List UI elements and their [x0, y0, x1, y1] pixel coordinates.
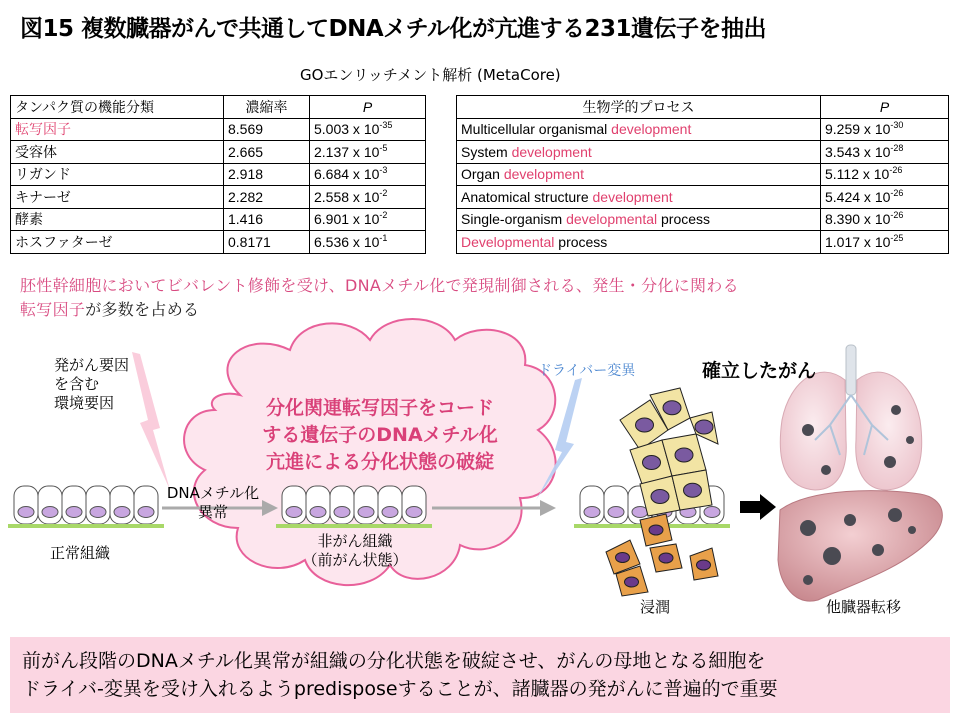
cell-nucleus — [66, 507, 82, 518]
header-category: タンパク質の機能分類 — [11, 96, 224, 119]
basement-membrane — [8, 524, 164, 528]
epithelial-cell — [14, 486, 38, 524]
cell-nucleus — [286, 507, 302, 518]
header-ratio: 濃縮率 — [224, 96, 310, 119]
p-exponent: -1 — [379, 232, 388, 243]
p-base: 2.137 x 10 — [314, 143, 380, 160]
process-highlight: Developmental — [461, 233, 555, 250]
p-base: 6.536 x 10 — [314, 233, 380, 250]
p-exponent: -26 — [890, 187, 904, 198]
env-factor-line-2: を含む — [54, 375, 100, 393]
process-pre: Multicellular organismal — [461, 121, 612, 138]
ratio-cell: 1.416 — [224, 208, 310, 231]
env-factor-label — [54, 356, 129, 413]
p-base: 8.390 x 10 — [825, 211, 891, 228]
process-highlight: development — [511, 143, 592, 160]
conclusion-line-1: 前がん段階のDNAメチル化異常が組織の分化状態を破綻させ、がんの母地となる細胞を — [22, 650, 766, 672]
cell-nucleus — [584, 507, 600, 518]
cell-nucleus — [114, 507, 130, 518]
process-post: process — [657, 211, 711, 228]
tumor-nucleus — [643, 456, 661, 470]
env-factor-line-3: 環境要因 — [54, 394, 115, 412]
tumor-nucleus — [695, 420, 713, 434]
cell-nucleus — [90, 507, 106, 518]
epithelial-cell — [110, 486, 134, 524]
process-pre: System — [461, 143, 512, 160]
p-exponent: -28 — [890, 142, 904, 153]
epithelial-cell — [62, 486, 86, 524]
category-cell: 受容体 — [11, 141, 224, 164]
p-exponent: -30 — [890, 120, 904, 131]
cell-nucleus — [42, 507, 58, 518]
invasive-nucleus — [616, 553, 630, 563]
header-p: P — [310, 96, 426, 119]
tumor-nucleus — [684, 483, 702, 497]
invasive-nucleus — [659, 553, 673, 563]
tumor-nucleus — [651, 490, 669, 504]
conclusion-box — [10, 637, 950, 713]
tumor-nucleus — [663, 401, 681, 415]
p-exponent: -35 — [379, 120, 393, 131]
noncancer-line-2: （前がん状態） — [302, 551, 408, 569]
epithelial-cell — [402, 486, 426, 524]
ratio-cell: 2.918 — [224, 163, 310, 186]
p-exponent: -26 — [890, 210, 904, 221]
p-exponent: -2 — [379, 187, 388, 198]
cloud-text — [220, 395, 540, 476]
invasive-nucleus — [649, 525, 663, 535]
p-base: 6.901 x 10 — [314, 211, 380, 228]
process-highlight: development — [503, 166, 584, 183]
summary-highlight: 転写因子 — [20, 300, 86, 319]
cloud-text-line-2: する遺伝子のDNAメチル化 — [262, 424, 498, 446]
dna-methylation-label — [160, 484, 266, 522]
category-cell: 転写因子 — [11, 118, 224, 141]
p-base: 2.558 x 10 — [314, 188, 380, 205]
invasive-nucleus — [697, 560, 711, 570]
invasive-nucleus — [625, 577, 639, 587]
env-lightning-icon — [132, 352, 170, 490]
cell-nucleus — [18, 507, 34, 518]
p-exponent: -2 — [379, 210, 388, 221]
p-exponent: -25 — [890, 232, 904, 243]
tumor-nucleus — [636, 418, 654, 432]
process-pre: Anatomical structure — [461, 188, 593, 205]
category-cell: ホスファターゼ — [11, 231, 224, 254]
driver-mutation-label: ドライバー変異 — [538, 363, 636, 379]
process-post: process — [554, 233, 608, 250]
ratio-cell: 2.665 — [224, 141, 310, 164]
epithelial-cell — [134, 486, 158, 524]
cloud-text-line-1: 分化関連転写因子をコード — [265, 397, 494, 419]
epithelial-cell — [306, 486, 330, 524]
noncancer-line-1: 非がん組織 — [317, 532, 393, 550]
cloud-text-line-3: 亢進による分化状態の破綻 — [265, 451, 494, 473]
process-pre: Organ — [461, 166, 504, 183]
basement-membrane — [276, 524, 432, 528]
process-highlight: developmental — [566, 211, 658, 228]
go-analysis-title: GOエンリッチメント解析 (MetaCore) — [300, 66, 561, 84]
cell-nucleus — [704, 507, 720, 518]
p-base: 6.684 x 10 — [314, 166, 380, 183]
normal-tissue-label: 正常組織 — [50, 544, 111, 562]
epithelial-cell — [378, 486, 402, 524]
header-process: 生物学的プロセス — [457, 96, 821, 119]
p-exponent: -3 — [379, 165, 388, 176]
summary-line-1: 胚性幹細胞においてビバレント修飾を受け、DNAメチル化で発現制御される、発生・分化に関わる — [20, 276, 739, 295]
invasion-label: 浸潤 — [640, 598, 671, 616]
process-highlight: development — [611, 121, 692, 138]
cell-nucleus — [608, 507, 624, 518]
cell-nucleus — [334, 507, 350, 518]
header-p: P — [821, 96, 949, 119]
env-factor-line-1: 発がん要因 — [54, 356, 130, 374]
tumor-nucleus — [675, 448, 693, 462]
category-cell: リガンド — [11, 163, 224, 186]
epithelial-cell — [38, 486, 62, 524]
cell-nucleus — [406, 507, 422, 518]
p-base: 3.543 x 10 — [825, 143, 891, 160]
p-base: 5.424 x 10 — [825, 188, 891, 205]
p-exponent: -26 — [889, 165, 903, 176]
dna-methylation-line-2: 異常 — [197, 503, 228, 521]
ratio-cell: 0.8171 — [224, 231, 310, 254]
p-exponent: -5 — [379, 142, 388, 153]
process-pre: Single-organism — [461, 211, 567, 228]
p-base: 1.017 x 10 — [825, 233, 891, 250]
category-cell: キナーゼ — [11, 186, 224, 209]
cell-nucleus — [358, 507, 374, 518]
epithelial-cell — [282, 486, 306, 524]
figure-title: 図15 複数臓器がんで共通してDNAメチル化が亢進する231遺伝子を抽出 — [20, 16, 767, 42]
category-cell: 酵素 — [11, 208, 224, 231]
ratio-cell: 8.569 — [224, 118, 310, 141]
epithelial-cell — [86, 486, 110, 524]
epithelial-cell — [330, 486, 354, 524]
established-cancer-label: 確立したがん — [702, 360, 817, 382]
metastasis-label: 他臓器転移 — [826, 598, 902, 616]
cell-nucleus — [138, 507, 154, 518]
process-highlight: development — [592, 188, 673, 205]
p-base: 9.259 x 10 — [825, 121, 891, 138]
noncancer-tissue-label — [290, 532, 420, 570]
p-base: 5.112 x 10 — [825, 166, 890, 183]
summary-rest: が多数を占める — [85, 300, 200, 319]
arrow-to-metastasis — [740, 494, 776, 520]
epithelial-cell — [580, 486, 604, 524]
liver-icon — [778, 491, 942, 601]
ratio-cell: 2.282 — [224, 186, 310, 209]
cell-nucleus — [310, 507, 326, 518]
epithelial-cell — [604, 486, 628, 524]
p-base: 5.003 x 10 — [314, 121, 380, 138]
epithelial-cell — [354, 486, 378, 524]
cell-nucleus — [382, 507, 398, 518]
normal-tissue-cells — [8, 486, 164, 528]
conclusion-line-2: ドライバ-変異を受け入れるようpredisposeすることが、諸臓器の発がんに普遍的で重要 — [22, 678, 778, 700]
dna-methylation-line-1: DNAメチル化 — [166, 484, 260, 502]
